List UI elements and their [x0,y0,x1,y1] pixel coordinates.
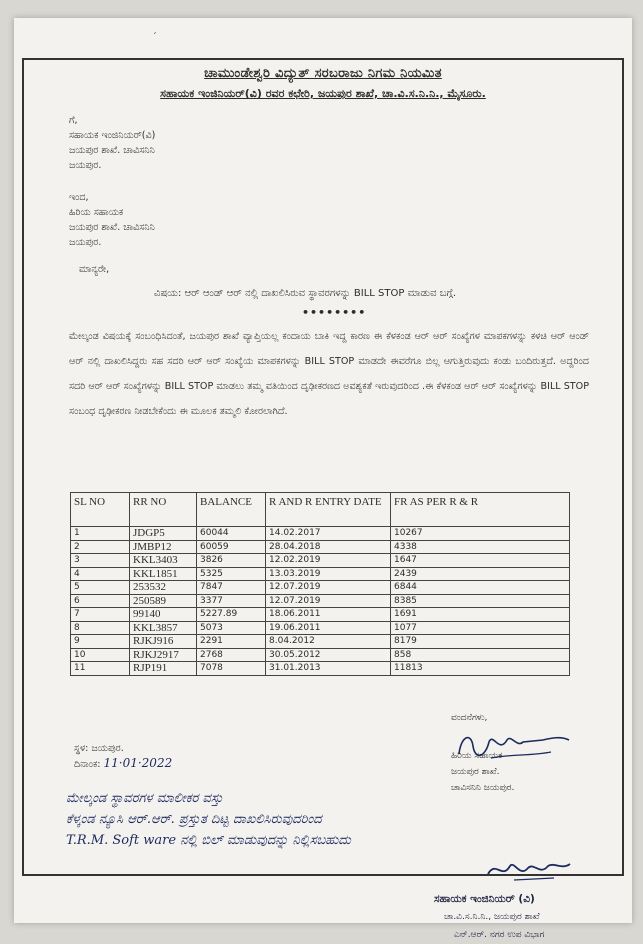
letterhead [24,66,622,101]
table-cell: 1 [71,527,130,541]
table-cell: 14.02.2017 [266,527,391,541]
table-cell: 60059 [197,540,266,554]
table-cell: 8385 [391,594,570,608]
table-cell: 3826 [197,554,266,568]
table-cell: 3 [71,554,130,568]
sender-block [69,190,155,250]
table-cell: 8179 [391,635,570,649]
table-cell: 1647 [391,554,570,568]
table-cell: 8.04.2012 [266,635,391,649]
table-cell: 5227.89 [197,608,266,622]
table-cell: 12.07.2019 [266,594,391,608]
table-row [71,608,570,622]
table-cell: 2 [71,540,130,554]
table-cell: KKL1851 [130,567,197,581]
stamp-title: ಸಹಾಯಕ ಇಂಜಿನಿಯರ್ (ವಿ) [434,893,535,905]
sender-label: ಇಂದ, [69,192,89,203]
recipient-label: ಗೆ, [69,115,78,126]
handwritten-note [66,788,606,851]
table-cell: JDGP5 [130,527,197,541]
table-header-row [71,493,570,527]
table-cell: 3377 [197,594,266,608]
table-cell: KKL3857 [130,621,197,635]
date-label: ದಿನಾಂಕ: [74,759,101,770]
table-row [71,540,570,554]
table-cell: 858 [391,648,570,662]
sender-line: ಹಿರಿಯ ಸಹಾಯಕ [69,207,124,218]
signoff-greeting: ವಂದನೆಗಳು, [451,713,488,723]
table-cell: 19.06.2011 [266,621,391,635]
signoff-block [451,710,514,796]
signoff-org: ಚಾವಿಸನಿನಿ ಜಯಪುರ. [451,783,515,793]
place: ಸ್ಥಳ: ಜಯಪುರ. [74,743,124,754]
table-cell: RJKJ2917 [130,648,197,662]
recipient-line: ಜಯಪುರ. [69,160,102,171]
stamp-line: ಚಾ.ವಿ.ಸ.ನಿ.ನಿ., ಜಯಪುರ ಶಾಖೆ [444,912,540,922]
place-date-block [74,742,172,772]
table-cell: 1077 [391,621,570,635]
table-cell: 253532 [130,581,197,595]
table-cell: 2768 [197,648,266,662]
table-row [71,581,570,595]
table-cell: 4 [71,567,130,581]
table-row [71,527,570,541]
table-row [71,635,570,649]
table-cell: JMBP12 [130,540,197,554]
subject-line: ವಿಷಯ: ಆರ್ ಆಂಡ್ ಆರ್ ನಲ್ಲಿ ದಾಖಲಿಸಿರುವ ಸ್ಥಾವರಗಳನ್ನು BILL STOP ಮಾಡುವ ಬಗ್ಗೆ. [154,288,457,299]
body-paragraph: ಮೇಲ್ಕಂಡ ವಿಷಯಕ್ಕೆ ಸಂಬಂಧಿಸಿದಂತೆ, ಜಯಪುರ ಶಾಖೆ ವ್ಯಾಪ್ತಿಯಲ್ಲ ಕಂದಾಯ ಬಾಕಿ ಇದ್ದ ಕಾರಣ ಈ ಕೆಳಕಂಡ ಆರ್ ಆರ್ ಸಂಖ್ಯೆಗಳ ಮಾಪಕಗಳನ್ನು ಕಳಚಿ ಆರ್ ಆಂಡ್ ಆರ್ ನಲ್ಲಿ ದಾಖಲಿಸಿದ್ದರು ಸಹ ಸದರಿ ಆರ್ ಆರ್ ಸಂಖ್ಯೆಯ ಮಾಪಕಗಳನ್ನು BILL STOP ಮಾಡದೇ ಈವರೆಗೂ ಬಿಲ್ಲ ಆಗುತ್ತಿರುವುದು ಕಂಡು ಬಂದಿರುತ್ತದೆ. ಅದ್ದರಿಂದ ಸದರಿ ಆರ್ ಆರ್ ಸಂಖ್ಯೆಗಳನ್ನು BILL STOP ಮಾಡಲು ತಮ್ಮ ವತಿಯಿಂದ ದೃಢೀಕರಣದ ಅವಶ್ಯಕತೆ ಇರುವುದರಿಂದ .ಈ ಕೆಳಕಂಡ ಆರ್ ಆರ್ ಸಂಖ್ಯೆಗಳನ್ನು BILL STOP ಸಂಬಂಧ ದೃಢೀಕರಣ ನೀಡಬೇಕೆಂದು ಈ ಮೂಲಕ ತಮ್ಮಲಿ ಕೋರಲಾಗಿದೆ. [69,331,589,417]
signoff-branch: ಜಯಪುರ ಶಾಖೆ. [451,767,500,777]
table-cell: 10 [71,648,130,662]
table-cell: 1691 [391,608,570,622]
table-cell: 13.03.2019 [266,567,391,581]
table-row [71,594,570,608]
column-header: BALANCE [197,493,266,527]
stamp-line: ಎನ್.ಆರ್. ನಗರ ಉಪ ವಿಭಾಗ [454,930,545,940]
table-cell: 7847 [197,581,266,595]
recipient-line: ಸಹಾಯಕ ಇಂಜಿನಿಯರ್(ವಿ) [69,130,156,141]
table-cell: 6 [71,594,130,608]
table-body [71,527,570,676]
sender-line: ಜಯಪುರ ಶಾಖೆ. ಚಾವಿಸನಿನಿ [69,222,155,233]
table-cell: 10267 [391,527,570,541]
table-cell: 9 [71,635,130,649]
table-cell: 8 [71,621,130,635]
table-cell: 6844 [391,581,570,595]
table-cell: 60044 [197,527,266,541]
date-line [74,756,172,772]
note-line: ಕೆಳ್ಕಂಡ ನ್ಯೂಸಿ ಆರ್.ಆರ್. ಪ್ರಸ್ತುತ ದಿಟ್ಟ ದಾಖಲಿಸಿರುವುದರಿಂದ [66,812,322,827]
table-cell: 5 [71,581,130,595]
table-cell: 11813 [391,662,570,676]
table-cell: 2291 [197,635,266,649]
recipient-line: ಜಯಪುರ ಶಾಖೆ. ಚಾವಿಸನಿನಿ [69,145,155,156]
table-cell: 12.02.2019 [266,554,391,568]
table-cell: RJP191 [130,662,197,676]
initials-signature [484,856,574,884]
separator: •••••••• [302,306,367,319]
table-cell: 5325 [197,567,266,581]
table-row [71,621,570,635]
table-row [71,567,570,581]
table-row [71,662,570,676]
note-line: T.R.M. Soft ware ನಲ್ಲಿ ಬಿಲ್ ಮಾಡುವುದನ್ನು ನಿಲ್ಲಿಸಬಹುದು [66,833,351,848]
table-row [71,648,570,662]
table-cell: 11 [71,662,130,676]
column-header: FR AS PER R & R [391,493,570,527]
note-line: ಮೇಲ್ಕಂಡ ಸ್ಥಾವರಗಳ ಮಾಲೀಕರ ವಸ್ತು [66,791,224,806]
table-cell: 30.05.2012 [266,648,391,662]
recipient-block [69,113,155,173]
column-header: R AND R ENTRY DATE [266,493,391,527]
table-cell: 5073 [197,621,266,635]
table-cell: 28.04.2018 [266,540,391,554]
office-stamp [434,890,544,944]
column-header: RR NO [130,493,197,527]
table-cell: 12.07.2019 [266,581,391,595]
office-address: ಸಹಾಯಕ ಇಂಜಿನಿಯರ್(ವಿ) ರವರ ಕಛೇರಿ, ಜಯಪುರ ಶಾಖೆ, ಚಾ.ವಿ.ಸ.ನಿ.ನಿ., ಮೈಸೂರು. [160,87,486,100]
date-value: 11·01·2022 [103,756,173,770]
table-cell: 7 [71,608,130,622]
letter-sheet [14,18,632,940]
organization-name: ಚಾಮುಂಡೇಶ್ವರಿ ವಿದ್ಯುತ್ ಸರಬರಾಜು ನಿಗಮ ನಿಯಮಿತ [204,66,442,81]
signature-mark [451,728,571,762]
rr-table [70,492,570,676]
table-cell: 31.01.2013 [266,662,391,676]
table-cell: 18.06.2011 [266,608,391,622]
sender-line: ಜಯಪುರ. [69,237,102,248]
column-header: SL NO [71,493,130,527]
table-cell: 4338 [391,540,570,554]
pen-mark: ˊ [152,32,157,43]
signoff-title: ಹಿರಿಯ ಸಹಾಯಕ [451,751,503,761]
table-cell: RJKJ916 [130,635,197,649]
table-cell: 250589 [130,594,197,608]
table-cell: 7078 [197,662,266,676]
table-cell: KKL3403 [130,554,197,568]
table-row [71,554,570,568]
salutation: ಮಾನ್ಯರೇ, [79,264,110,275]
table-cell: 99140 [130,608,197,622]
table-cell: 2439 [391,567,570,581]
